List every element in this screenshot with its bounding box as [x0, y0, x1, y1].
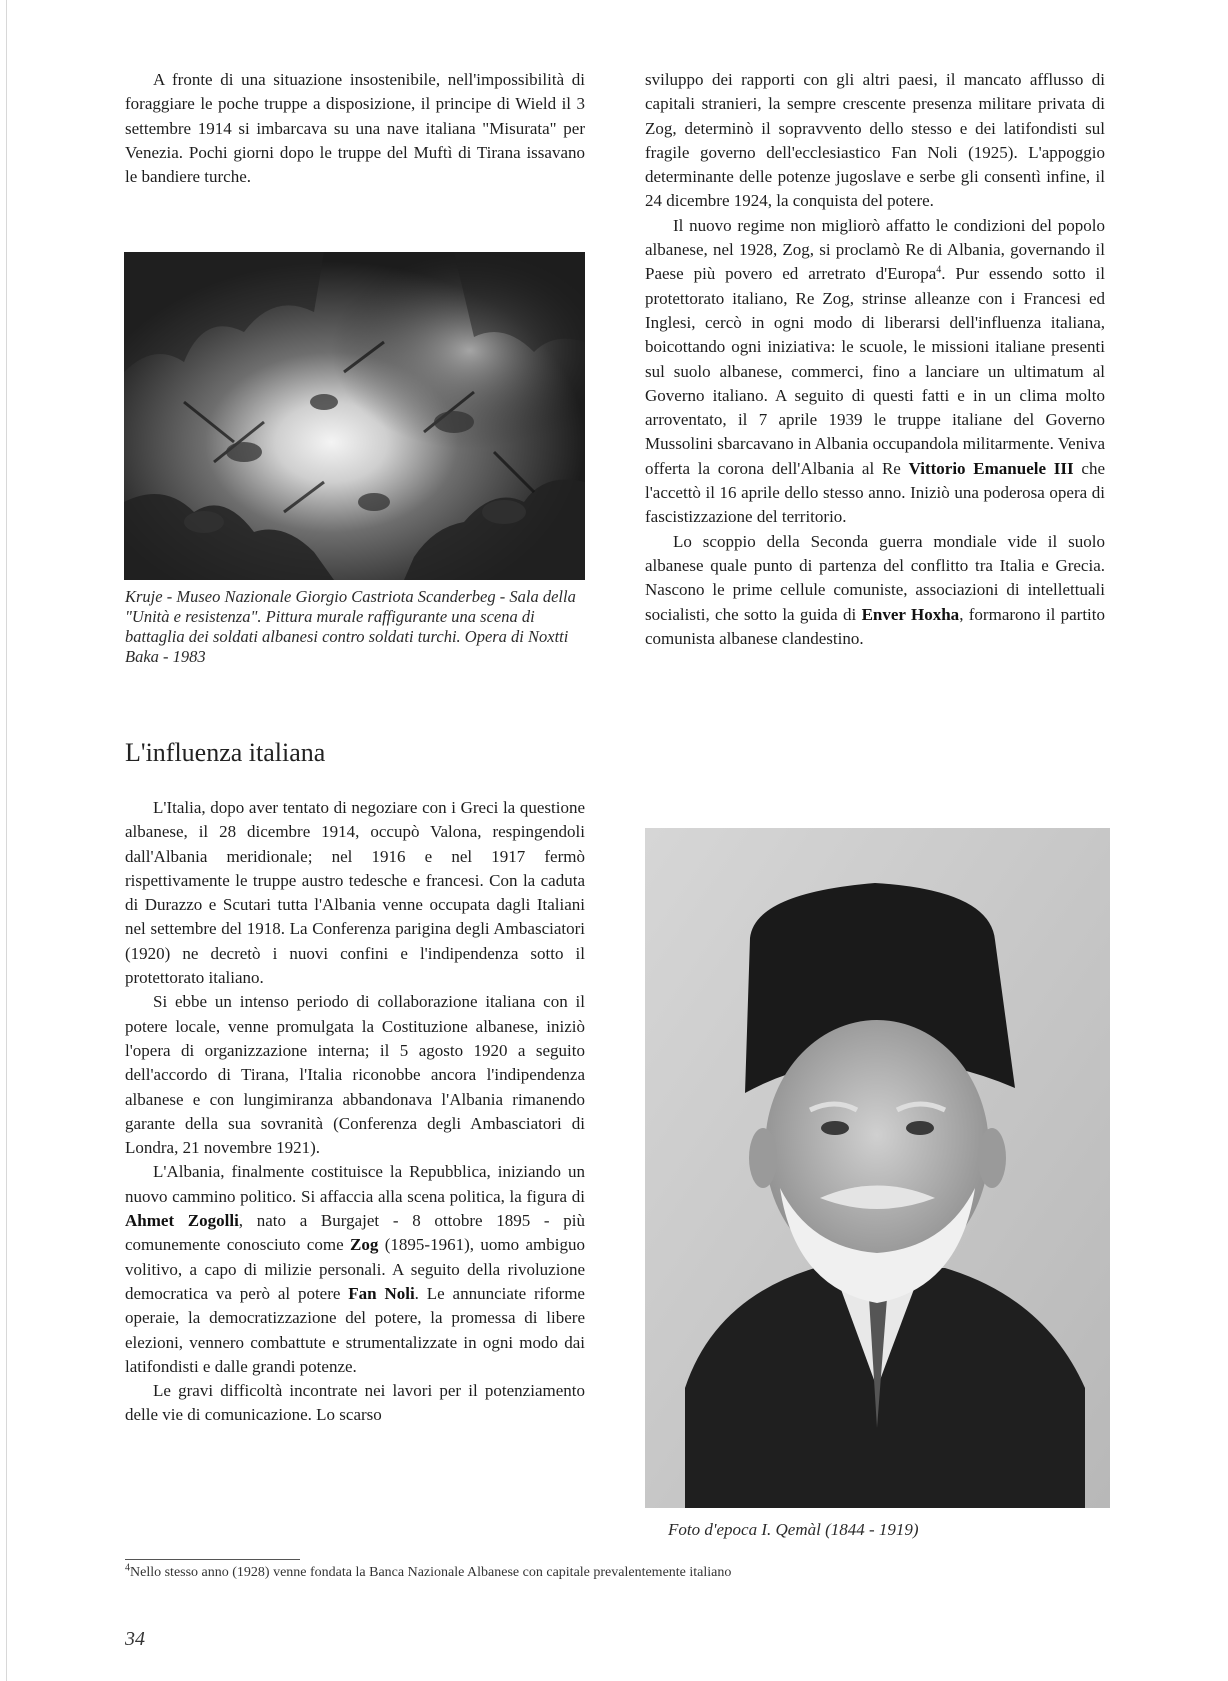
name-ahmet-zogolli: Ahmet Zogolli [125, 1211, 239, 1231]
paragraph-collaboration: Si ebbe un intenso periodo di collaborazione italiana con il potere locale, venne promulgata la Costituzione albanese, iniziò l'opera di organizzazione interna; il 5 agosto 1920 a seguito dell'accordo di Tirana, l'Italia riconobbe ancora l'indipendenza albanese e con lungimiranza abbandonava l'Albania rimanendo garante della sua sovranità (Conferenza degli Ambasciatori di Londra, 21 novembre 1921). [125, 992, 585, 1158]
name-zog: Zog [350, 1235, 379, 1255]
name-fan-noli: Fan Noli [348, 1283, 415, 1303]
portrait-caption: Foto d'epoca I. Qemàl (1844 - 1919) [668, 1520, 919, 1539]
paragraph-new-regime [645, 214, 1105, 530]
intro-text-block [125, 68, 585, 189]
footnote-text: Nello stesso anno (1928) venne fondata la Banca Nazionale Albanese con capitale prevalentemente italiano [130, 1565, 732, 1580]
intro-paragraph: A fronte di una situazione insostenibile, nell'impossibilità di foraggiare le poche truppe a disposizione, il principe di Wield il 3 settembre 1914 si imbarcava su una nave italiana "Misurata" per Venezia. Pochi giorni dopo le truppe del Muftì di Tirana issavano le bandiere turche. [125, 70, 585, 187]
republic-text-b: , nato a Burgajet - 8 ottobre 1895 - più comunemente conosciuto come [125, 1211, 585, 1255]
name-vittorio-emanuele: Vittorio Emanuele III [908, 458, 1074, 478]
painting-caption: Kruje - Museo Nazionale Giorgio Castriota Scanderbeg - Sala della "Unità e resistenza". Pittura murale raffigurante una scena di battaglia dei soldati albanesi contro soldati turchi. Opera di Noxtti Baka - 1983 [125, 587, 576, 666]
paragraph-difficulties: Le gravi difficoltà incontrate nei lavori per il potenziamento delle vie di comunicazione. Lo scarso [125, 1381, 585, 1425]
footnote-divider [125, 1559, 300, 1560]
footnote [125, 1562, 732, 1581]
paragraph-republic [125, 1160, 585, 1379]
war-text-a: Lo scoppio della Seconda guerra mondiale vide il suolo albanese quale punto di partenza del conflitto tra Italia e Grecia. Nascono le prime cellule comuniste, associazioni di intellettuali socialisti, che sotto la guida di [645, 531, 1105, 624]
name-enver-hoxha: Enver Hoxha [861, 604, 960, 624]
portrait-photo [645, 828, 1110, 1508]
right-body-text [645, 68, 1105, 651]
battle-painting-image [124, 252, 585, 580]
regime-text-c: che l'accettò il 16 aprile dello stesso anno. Iniziò una poderosa opera di fascistizzazione del territorio. [645, 458, 1106, 527]
binding-edge [6, 0, 7, 1681]
regime-text-a: Il nuovo regime non migliorò affatto le condizioni del popolo albanese, nel 1928, Zog, si proclamò Re di Albania, governando il Paese più povero ed arretrato d'Europa [645, 215, 1105, 284]
paragraph-zog-rise: sviluppo dei rapporti con gli altri paesi, il mancato afflusso di capitali stranieri, la sempre crescente presenza militare privata di Zog, determinò il sopravvento dello stesso e dei latifondisti sul fragile governo dell'ecclesiastico Fan Noli (1925). L'appoggio determinante delle potenze jugoslave e serbe gli consentì infine, il 24 dicembre 1924, la conquista del potere. [645, 70, 1105, 211]
section-title: L'influenza italiana [125, 738, 326, 767]
page-number: 34 [125, 1628, 145, 1650]
republic-text-d: . Le annunciate riforme operaie, la democratizzazione del potere, la promessa di libere elezioni, vennero combattute e strumentalizzate in ogni modo dai latifondisti e dalle grandi potenze. [125, 1283, 585, 1376]
left-body-text [125, 796, 585, 1428]
footnote-reference[interactable]: 4 [936, 264, 942, 276]
paragraph-italy-occupation: L'Italia, dopo aver tentato di negoziare con i Greci la questione albanese, il 28 dicembre 1914, occupò Valona, respingendoli dall'Albania meridionale; nel 1916 e nel 1917 fermò rispettivamente le truppe austro tedesche e francesi. Con la caduta di Durazzo e Scutari tutta l'Albania venne occupata dagli Italiani nel settembre del 1918. La Conferenza parigina degli Ambasciatori (1920) ne decretò i nuovi confini e l'indipendenza sotto il protettorato italiano. [125, 798, 585, 988]
republic-text-c: (1895-1961), uomo ambiguo volitivo, a capo di milizie personali. A seguito della rivoluzione democratica va però al potere [125, 1235, 585, 1303]
footnote-marker: 4 [125, 1562, 130, 1574]
regime-text-b: . Pur essendo sotto il protettorato italiano, Re Zog, strinse alleanze con i Francesi ed Inglesi, cercò in ogni modo di liberarsi dell'influenza italiana, boicottando ogni iniziativa: le scuole, le missioni italiane presenti sul suolo albanese, commerci, fino a lanciare un ultimatum al Governo italiano. A seguito di questi fatti e in un clima molto arroventato, il 7 aprile 1939 le truppe italiane del Governo Mussolini sbarcavano in Albania occupandola militarmente. Veniva offerta la corona dell'Albania al Re [645, 264, 1106, 478]
republic-text-a: L'Albania, finalmente costituisce la Repubblica, iniziando un nuovo cammino politico. Si affaccia alla scena politica, la figura di [125, 1162, 585, 1206]
war-text-b: , formarono il partito comunista albanese clandestino. [645, 604, 1106, 648]
paragraph-world-war [645, 530, 1105, 651]
